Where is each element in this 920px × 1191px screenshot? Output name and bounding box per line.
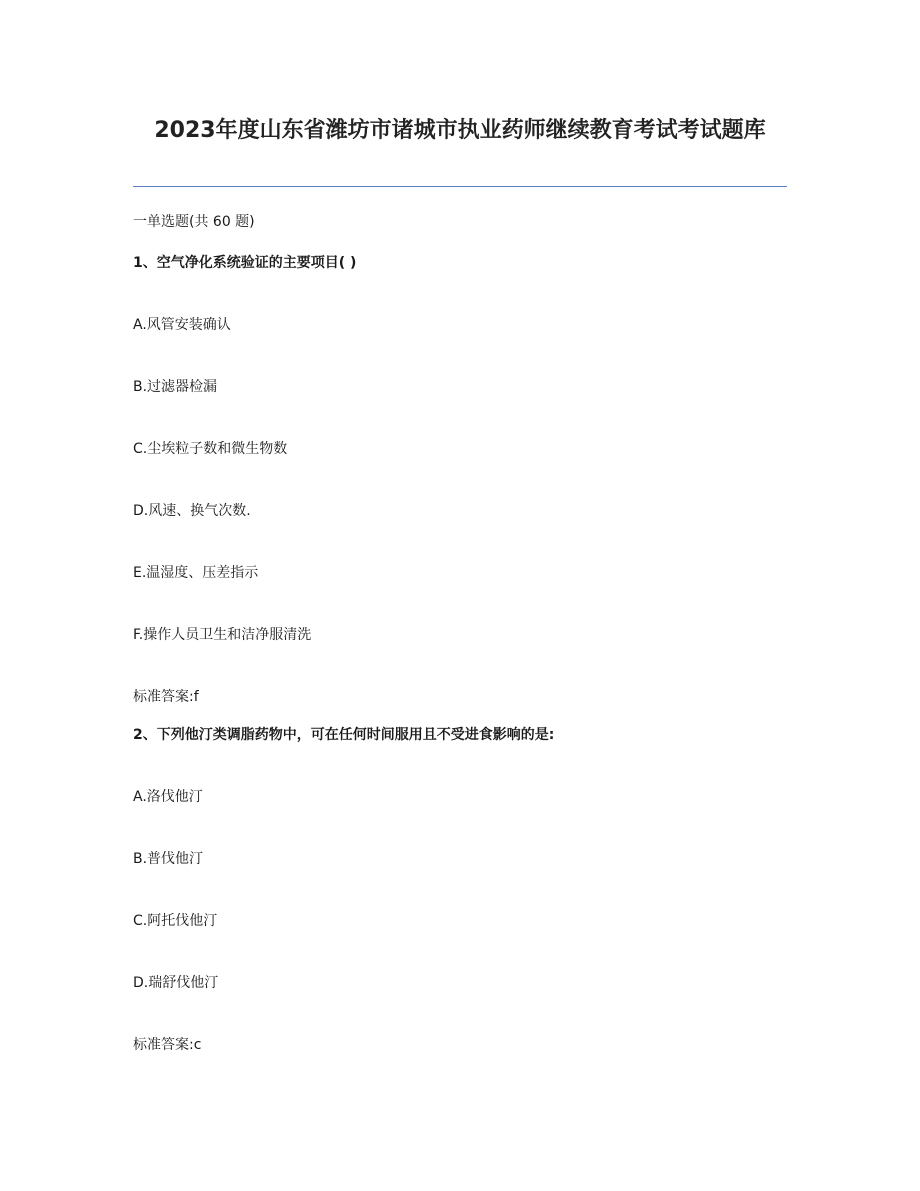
answer-option: B.过滤器检漏 — [133, 379, 218, 395]
question-stem: 2、下列他汀类调脂药物中，可在任何时间服用且不受进食影响的是: — [133, 727, 555, 743]
answer-option: B.普伐他汀 — [133, 851, 204, 867]
answer-option: A.洛伐他汀 — [133, 789, 203, 805]
answer-option: D.风速、换气次数. — [133, 503, 251, 519]
answer-option: C.阿托伐他汀 — [133, 913, 218, 929]
title-divider — [133, 186, 787, 187]
question-stem: 1、空气净化系统验证的主要项目( ) — [133, 255, 357, 271]
standard-answer: 标准答案:f — [133, 689, 199, 705]
standard-answer: 标准答案:c — [133, 1037, 202, 1053]
answer-option: C.尘埃粒子数和微生物数 — [133, 441, 288, 457]
document-title: 2023年度山东省潍坊市诸城市执业药师继续教育考试考试题库 — [154, 118, 766, 143]
answer-option: D.瑞舒伐他汀 — [133, 975, 219, 991]
answer-option: A.风管安装确认 — [133, 317, 231, 333]
answer-option: F.操作人员卫生和洁净服清洗 — [133, 627, 312, 643]
answer-option: E.温湿度、压差指示 — [133, 565, 259, 581]
section-heading: 一单选题(共 60 题) — [133, 214, 255, 230]
